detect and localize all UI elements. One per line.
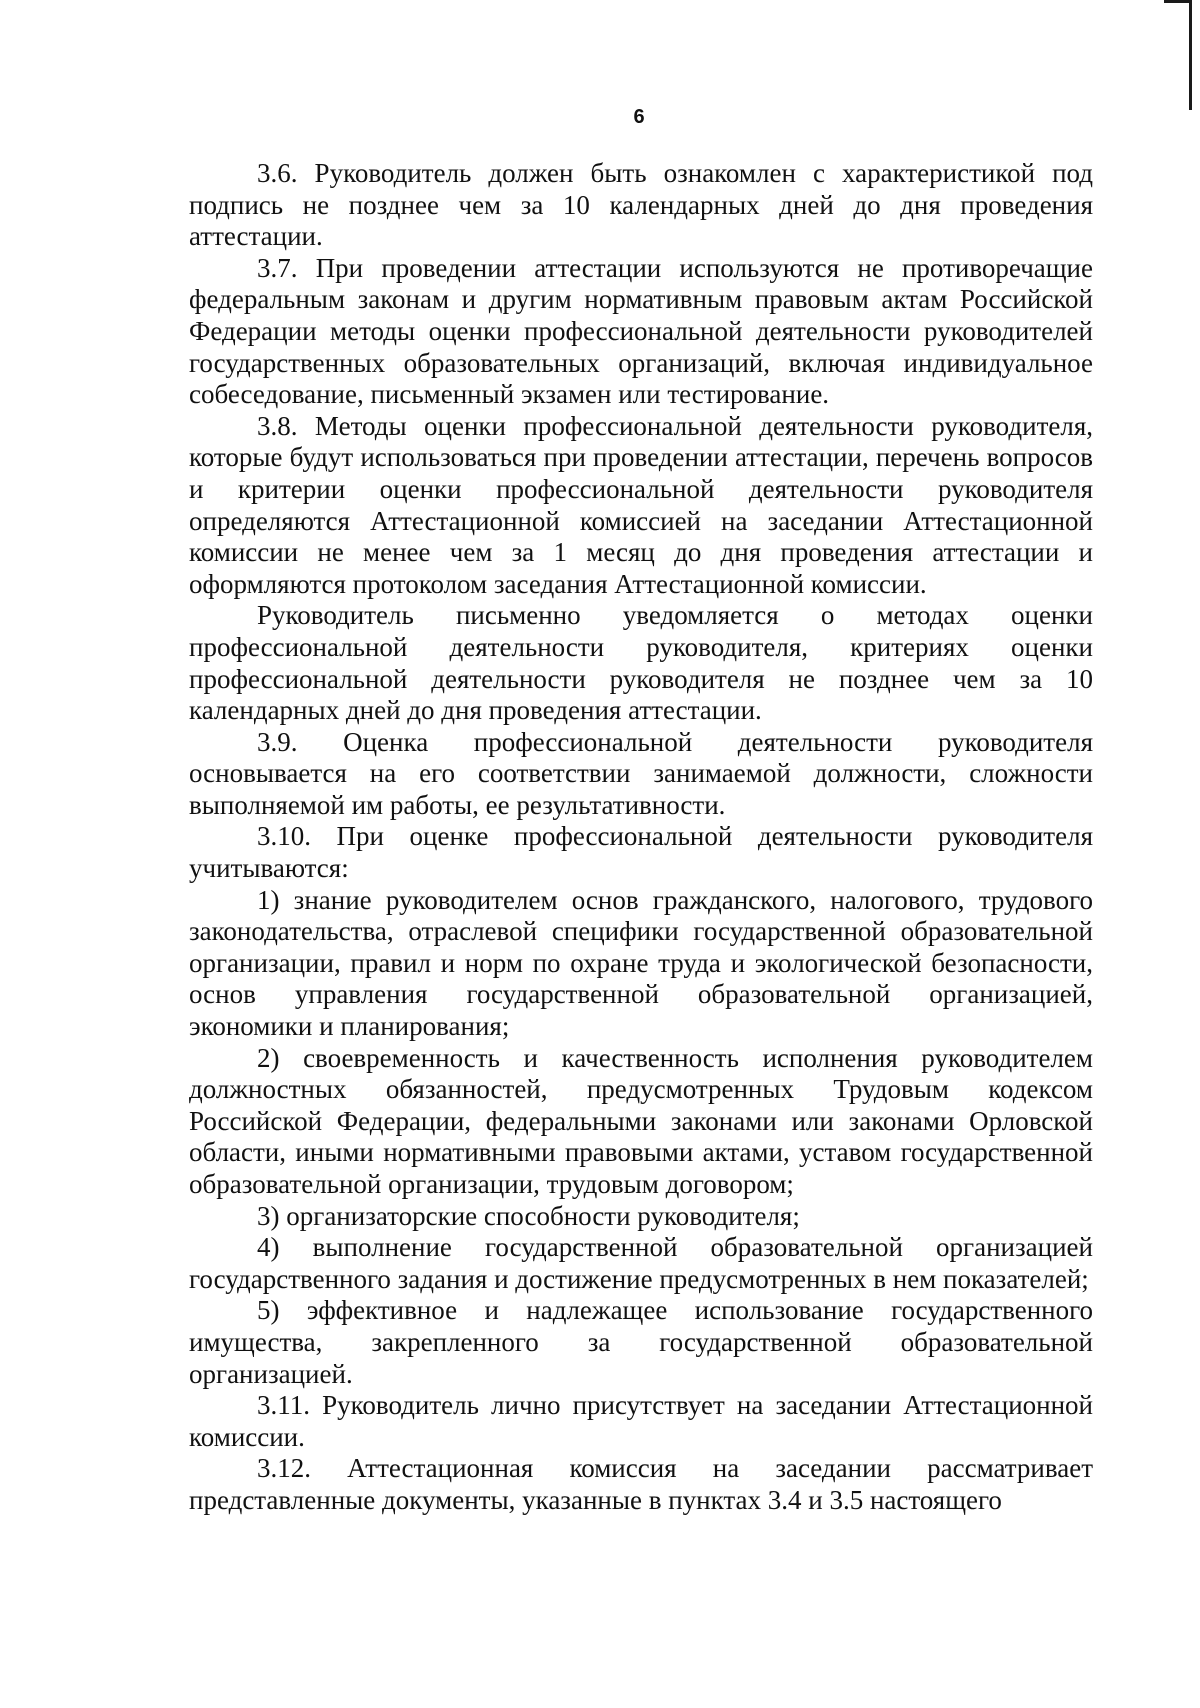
list-item-3: 3) организаторские способности руководителя; [257, 1200, 800, 1231]
paragraph-3-7: 3.7. При проведении аттестации используются не противоречащие федеральным законам и другим нормативным правовым актам Российской Федерации методы оценки профессиональной деятельности руководителей государственных образовательных организаций, включая индивидуальное собеседование, письменный экзамен или тестирование. [189, 252, 1093, 410]
scan-edge-mark-top [1164, 0, 1192, 3]
page-number: 6 [633, 106, 645, 128]
list-item-4: 4) выполнение государственной образовательной организацией государственного задания и достижение предусмотренных в нем показателей; [189, 1232, 1093, 1294]
paragraph-3-6: 3.6. Руководитель должен быть ознакомлен с характеристикой под подпись не позднее чем за 10 календарных дней до дня проведения аттестации. [189, 158, 1093, 252]
paragraph-notification: Руководитель письменно уведомляется о методах оценки профессиональной деятельности руководителя, критериях оценки профессиональной деятельности руководителя не позднее чем за 10 календарных дней до дня проведения аттестации. [189, 600, 1093, 726]
list-item-2: 2) своевременность и качественность исполнения руководителем должностных обязанностей, предусмотренных Трудовым кодексом Российской Федерации, федеральными законами или законами Орловской области, иными нормативными правовыми актами, уставом государственной образовательной организации, трудовым договором; [189, 1042, 1093, 1199]
scan-edge-mark [1189, 0, 1192, 110]
paragraph-3-11: 3.11. Руководитель лично присутствует на заседании Аттестационной комиссии. [189, 1390, 1093, 1452]
paragraph-3-9: 3.9. Оценка профессиональной деятельности руководителя основывается на его соответствии занимаемой должности, сложности выполняемой им работы, ее результативности. [189, 726, 1093, 820]
paragraph-3-8: 3.8. Методы оценки профессиональной деятельности руководителя, которые будут использоваться при проведении аттестации, перечень вопросов и критерии оценки профессиональной деятельности руководителя определяются Аттестационной комиссией на заседании Аттестационной комиссии не менее чем за 1 месяц до дня проведения аттестации и оформляются протоколом заседания Аттестационной комиссии. [189, 410, 1093, 599]
paragraph-3-12: 3.12. Аттестационная комиссия на заседании рассматривает представленные документы, указанные в пунктах 3.4 и 3.5 настоящего [189, 1453, 1093, 1515]
list-item-1: 1) знание руководителем основ гражданского, налогового, трудового законодательства, отраслевой специфики государственной образовательной организации, правил и норм по охране труда и экологической безопасности, основ управления государственной образовательной организацией, экономики и планирования; [189, 884, 1093, 1042]
list-item-5: 5) эффективное и надлежащее использование государственного имущества, закрепленного за государственной образовательной организацией. [189, 1295, 1093, 1389]
document-body [189, 158, 1093, 1517]
paragraph-3-10: 3.10. При оценке профессиональной деятельности руководителя учитываются: [189, 821, 1093, 884]
